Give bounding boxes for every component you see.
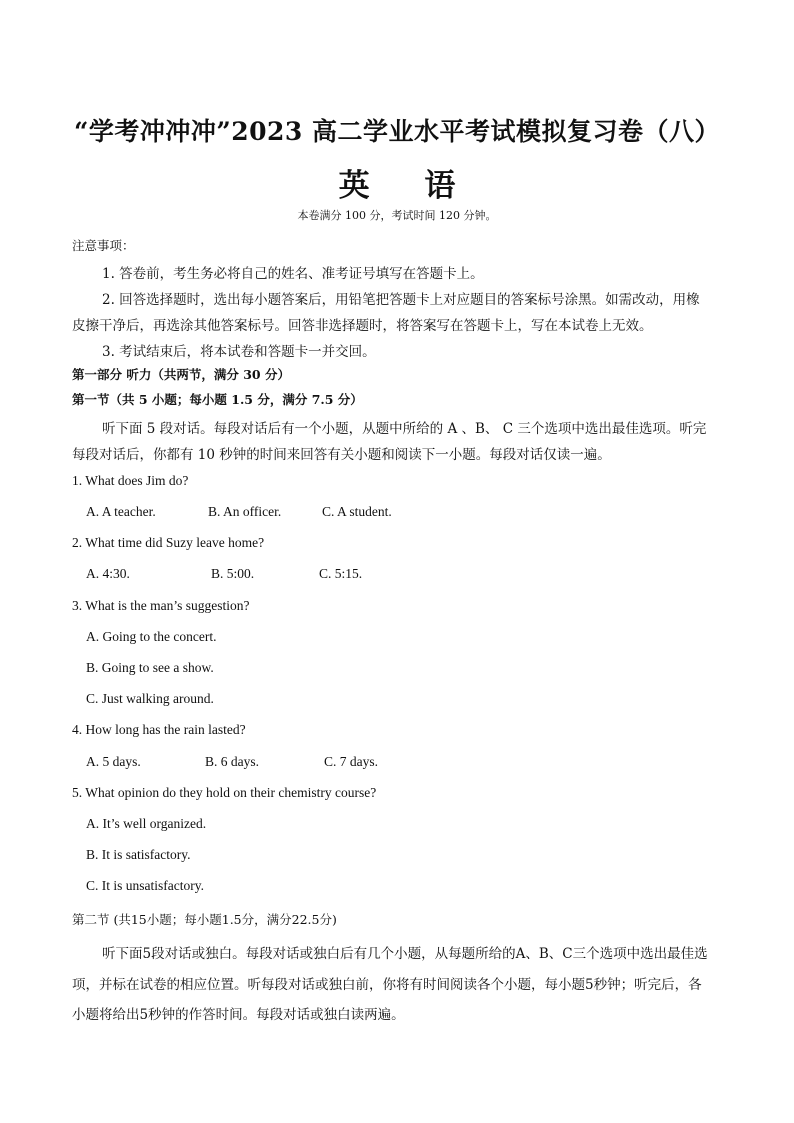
notice-item-3: 3. 考试结束后，将本试卷和答题卡一并交回。: [102, 344, 376, 360]
subject-title: 英 语: [338, 168, 478, 204]
notice-item-1: 1. 答卷前，考生务必将自己的姓名、准考证号填写在答题卡上。: [102, 266, 484, 282]
question-1-options: [86, 504, 736, 520]
question-2-options: [86, 566, 736, 582]
exam-meta: 本卷满分 100 分，考试时间 120 分钟。: [297, 209, 497, 222]
part1-heading: 第一部分 听力（共两节，满分 30 分）: [72, 367, 290, 382]
option-a: A. 5 days.: [86, 754, 141, 769]
question-4-options: [86, 754, 736, 770]
option-b: B. An officer.: [208, 504, 282, 519]
section1-heading: 第一节（共 5 小题；每小题 1.5 分，满分 7.5 分）: [72, 392, 363, 407]
question-5: 5. What opinion do they hold on their chemistry course?: [72, 785, 377, 800]
question-4: 4. How long has the rain lasted?: [72, 722, 246, 737]
option-c: C. 7 days.: [324, 754, 378, 769]
option-a: A. 4:30.: [86, 566, 130, 581]
section1-instruction-2: 每段对话后，你都有 10 秒钟的时间来回答有关小题和阅读下一小题。每段对话仅读一遍。: [72, 447, 611, 463]
section2-instruction-1: 听下面5段对话或独白。每段对话或独白后有几个小题，从每题所给的A、B、C三个选项中选出最佳选: [102, 946, 708, 962]
section2-heading: 第二节 (共15小题；每小题1.5分，满分22.5分): [72, 912, 337, 927]
section2-instruction-2: 项，并标在试卷的相应位置。听每段对话或独白前，你将有时间阅读各个小题，每小题5秒钟；听完后，各: [72, 977, 702, 993]
option-c: C. A student.: [322, 504, 392, 519]
question-1: 1. What does Jim do?: [72, 473, 189, 488]
question-5-option-c: C. It is unsatisfactory.: [86, 878, 204, 893]
notice-item-2: 2. 回答选择题时，选出每小题答案后，用铅笔把答题卡上对应题目的答案标号涂黑。如需改动，用橡: [102, 292, 700, 308]
notice-heading: 注意事项：: [72, 238, 135, 253]
option-c: C. 5:15.: [319, 566, 363, 581]
question-3-option-b: B. Going to see a show.: [86, 660, 214, 675]
question-2: 2. What time did Suzy leave home?: [72, 535, 265, 550]
notice-item-2-cont: 皮擦干净后，再选涂其他答案标号。回答非选择题时，将答案写在答题卡上，写在本试卷上无效。: [72, 318, 653, 334]
question-5-option-a: A. It’s well organized.: [86, 816, 207, 831]
question-3: 3. What is the man’s suggestion?: [72, 598, 250, 613]
question-3-option-c: C. Just walking around.: [86, 691, 214, 706]
option-a: A. A teacher.: [86, 504, 156, 519]
question-3-option-a: A. Going to the concert.: [86, 629, 217, 644]
section1-instruction-1: 听下面 5 段对话。每段对话后有一个小题，从题中所给的 A 、B、 C 三个选项中选出最佳选项。听完: [102, 421, 707, 437]
section2-instruction-3: 小题将给出5秒钟的作答时间。每段对话或独白读两遍。: [72, 1007, 405, 1023]
option-b: B. 6 days.: [205, 754, 259, 769]
option-b: B. 5:00.: [211, 566, 255, 581]
exam-title: “学考冲冲冲”2023 高二学业水平考试模拟复习卷（八）: [73, 117, 721, 146]
question-5-option-b: B. It is satisfactory.: [86, 847, 191, 862]
